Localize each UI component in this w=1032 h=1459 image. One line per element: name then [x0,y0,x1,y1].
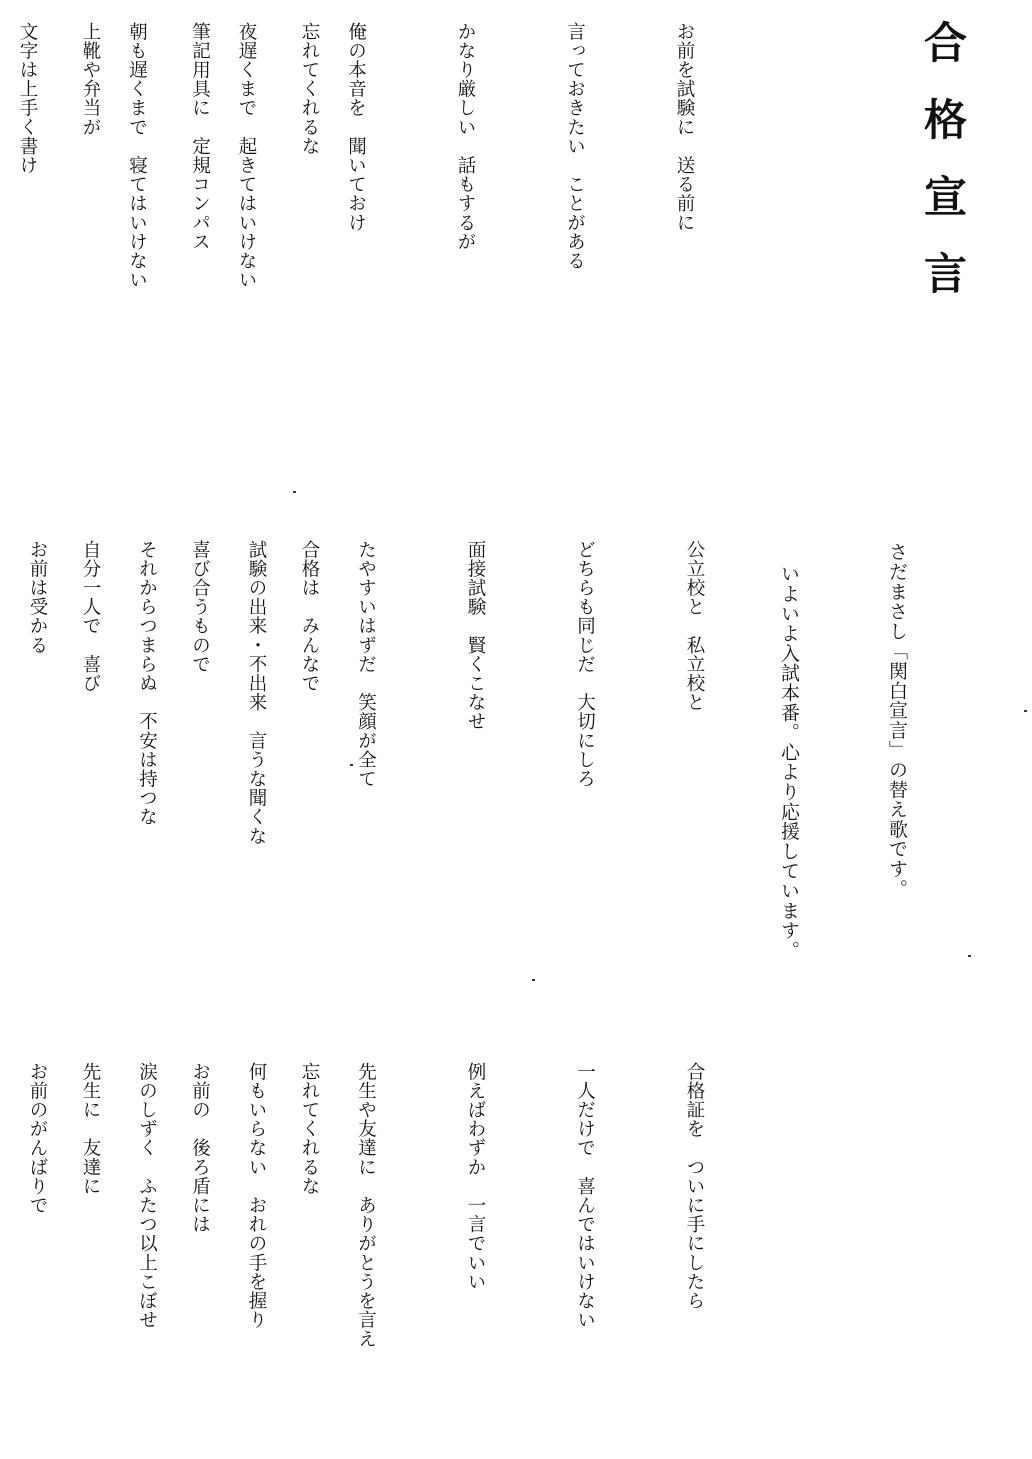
scan-speck [968,955,971,957]
verse-line: 先生や友達に ありがとうを言え [355,1062,377,1349]
page-title: 合格宣言 [917,20,967,328]
verse-line: 合格証を ついに手にしたら [684,1062,705,1311]
verse-6 [80,1062,400,1442]
verse-line: かなり厳しい 話もするが [455,22,476,252]
verse-line: 夜遅くまで 起きてはいけない [236,22,257,290]
verse-line: 先生に 友達に [80,1062,101,1196]
verse-line: お前の 後ろ盾には [189,1062,211,1234]
verse-line: 試験の出来・不出来 言うな聞くな [246,540,267,846]
verse-line: 文字は上手く書け [17,22,38,175]
scan-speck [532,979,535,981]
verse-line: 朝も遅くまで 寝てはいけない [126,22,148,290]
scan-speck [1024,710,1027,712]
verse-line: 涙のしずく ふたつ以上こぼせ [136,1062,158,1330]
verse-line: 例えばわずか 一言でいい [465,1062,486,1292]
verse-line: 筆記用具に 定規コンパス [189,22,211,252]
verse-4 [80,540,400,940]
verse-line: お前は受かる [27,540,48,655]
intro-note [778,542,987,1012]
verse-line: 合格は みんなで [299,540,320,693]
intro-note-line-1: さだまさし「関白宣言」の替え歌です。 [886,542,908,899]
verse-line: 忘れてくれるな [299,22,320,156]
verse-line: 俺の本音を 聞いておけ [345,22,367,233]
verse-line: お前を試験に 送る前に [674,22,695,233]
verse-line: 言っておきたい ことがある [564,22,586,271]
verse-line: 公立校と 私立校と [684,540,705,712]
verse-line: お前のがんばりで [27,1062,48,1215]
verse-line: 忘れてくれるな [299,1062,320,1196]
scan-speck [350,764,353,766]
verse-line: 喜び合うもので [189,540,211,674]
verse-line: それからつまらぬ 不安は持つな [136,540,158,827]
verse-line: 上靴や弁当が [80,22,101,137]
verse-line: 自分一人で 喜び [80,540,101,693]
verse-2 [80,22,400,422]
verse-line: どちらも同じだ 大切にしろ [574,540,596,789]
verse-line: 何もいらない おれの手を握り [246,1062,267,1330]
verse-line: 一人だけで 喜んではいけない [574,1062,596,1330]
verse-line: たやすいはずだ 笑顔が全て [355,540,377,789]
intro-note-line-2: いよいよ入試本番。心より応援しています。 [778,564,800,960]
scan-speck [293,491,296,493]
verse-line: 面接試験 賢くこなせ [465,540,486,731]
